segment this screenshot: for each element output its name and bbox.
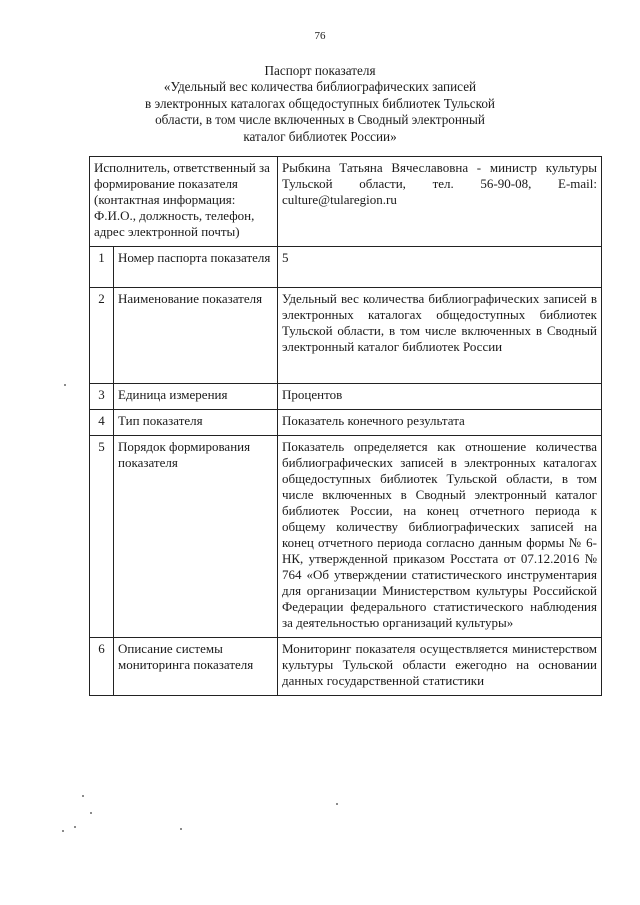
table-row [90,384,602,410]
row-label: Наименование показателя [114,288,278,384]
scan-speck [90,812,92,814]
row-number: 1 [90,247,114,288]
row-value: 5 [278,247,602,288]
table-row [90,436,602,638]
heading-line: каталог библиотек России» [243,128,397,144]
table-row [90,288,602,384]
scan-speck [336,803,338,805]
row-number: 5 [90,436,114,638]
row-label: Номер паспорта показателя [114,247,278,288]
row-number: 2 [90,288,114,384]
page-number: 76 [314,30,326,42]
executor-label: Исполнитель, ответственный за формирование показателя (контактная информация: Ф.И.О., должность, телефон, адрес электронной почты) [90,157,278,247]
row-value: Удельный вес количества библиографических записей в электронных каталогах общедоступных библиотек Тульской области, в том числе включенных в Сводный электронный каталог библиотек России [278,288,602,384]
row-value: Показатель конечного результата [278,410,602,436]
row-value: Мониторинг показателя осуществляется министерством культуры Тульской области ежегодно на основании данных государственной статистики [278,638,602,696]
row-label: Порядок формирования показателя [114,436,278,638]
scan-speck [180,828,182,830]
row-label: Тип показателя [114,410,278,436]
row-label: Описание системы мониторинга показателя [114,638,278,696]
table-row [90,638,602,696]
row-number: 4 [90,410,114,436]
scan-speck [74,826,76,828]
table-row-executor [90,157,602,247]
heading-line: «Удельный вес количества библиографических записей [163,79,477,95]
scan-speck [64,384,66,386]
indicator-passport-table [89,156,602,696]
row-number: 3 [90,384,114,410]
heading-line: области, в том числе включенных в Сводный электронный [155,112,485,128]
row-label: Единица измерения [114,384,278,410]
row-value: Показатель определяется как отношение количества библиографических записей в электронных каталогах общедоступных библиотек Тульской области, в том числе включенных в Сводный электронный каталог библиотек России, на конец отчетного периода к общему количеству библиографических записей на конец отчетного периода согласно данным формы № 6-НК, утвержденной приказом Росстата от 07.12.2016 № 764 «Об утверждении статистического инструментария для организации Министерством культуры Российской Федерации федерального статистического наблюдения за деятельностью организаций культуры» [278,436,602,638]
heading-line: в электронных каталогах общедоступных библиотек Тульской [145,95,495,111]
scan-speck [82,795,84,797]
scan-speck [62,830,64,832]
row-value: Процентов [278,384,602,410]
table-row [90,410,602,436]
heading-line: Паспорт показателя [264,63,376,78]
executor-value: Рыбкина Татьяна Вячеславовна - министр культуры Тульской области, тел. 56-90-08, E-mail: culture@tularegion.ru [278,157,602,247]
table-row [90,247,602,288]
document-heading [120,63,520,145]
row-number: 6 [90,638,114,696]
